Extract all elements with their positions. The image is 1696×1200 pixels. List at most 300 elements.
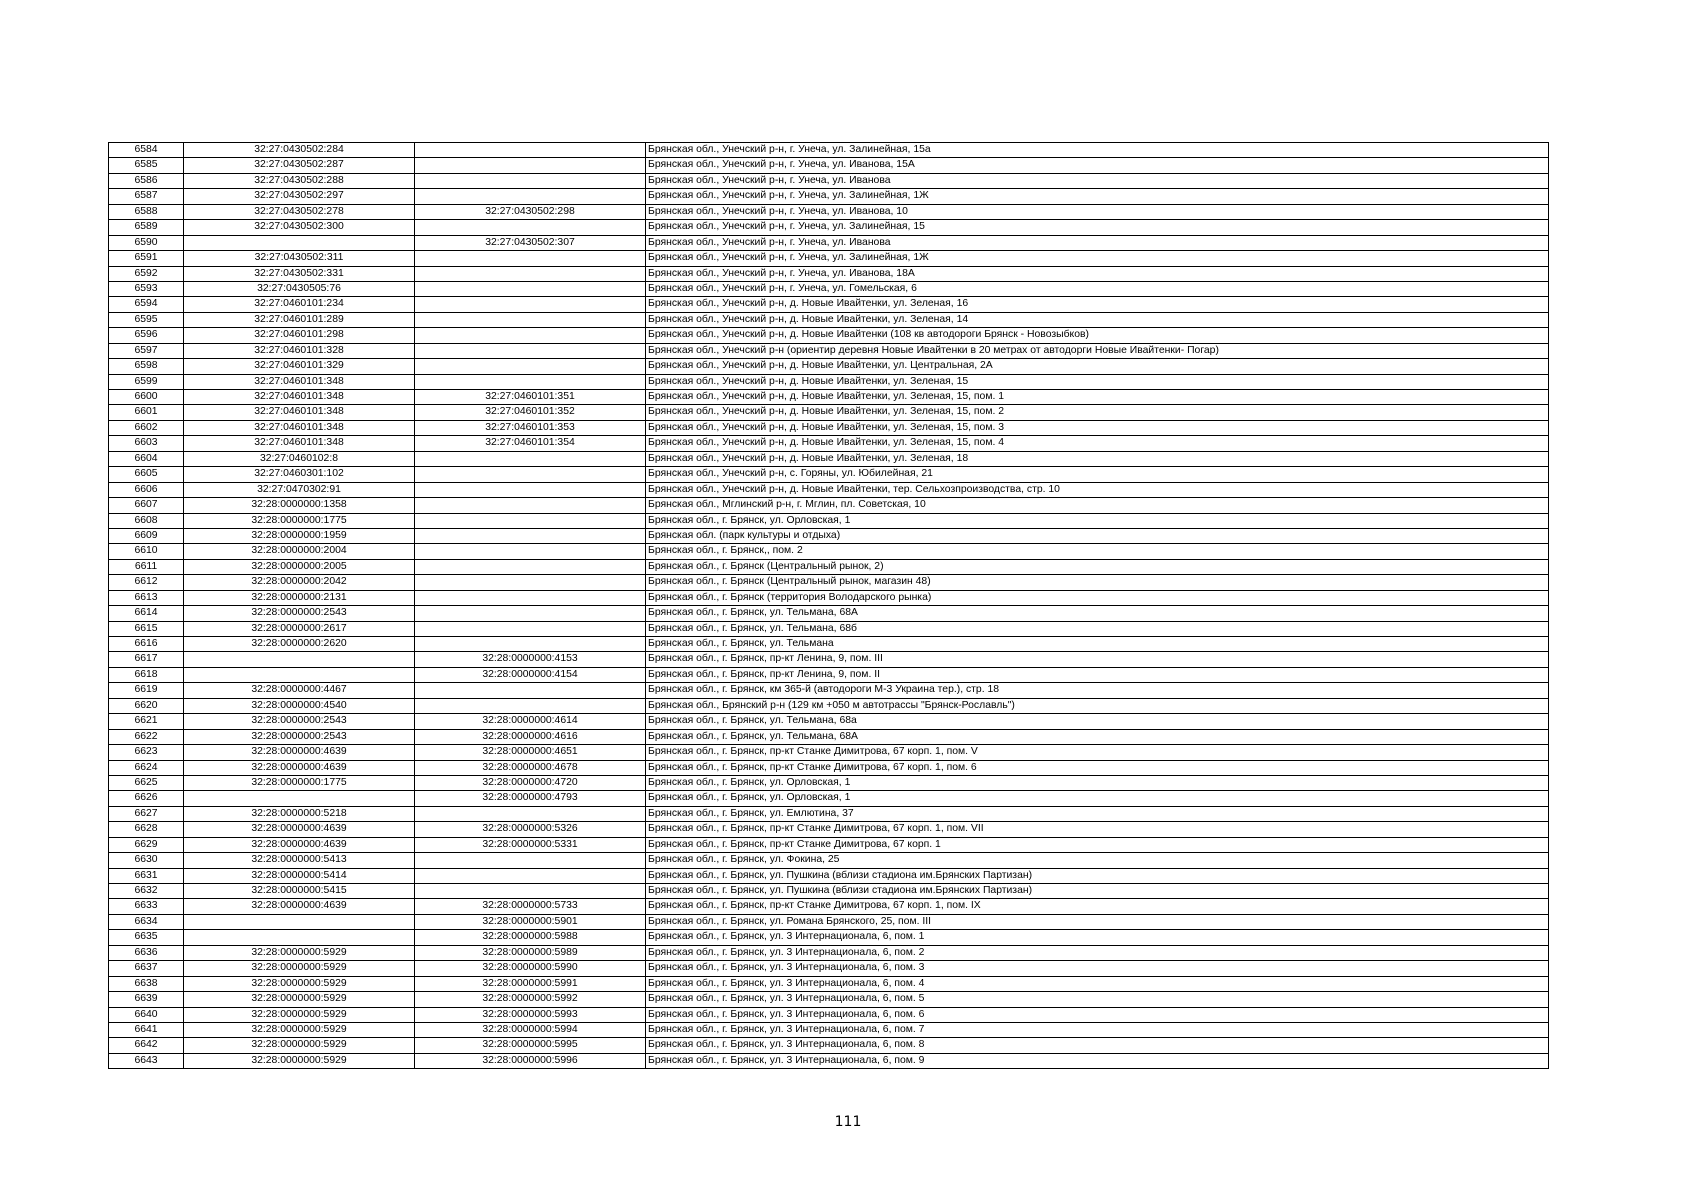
table-row xyxy=(109,513,1549,528)
cadastral-number-cell: 32:28:0000000:5929 xyxy=(184,961,415,976)
row-number-cell: 6610 xyxy=(109,544,184,559)
table-row xyxy=(109,961,1549,976)
cadastral-number-cell: 32:27:0460101:328 xyxy=(184,343,415,358)
linked-cadastral-number-cell xyxy=(415,374,646,389)
address-cell: Брянская обл., г. Брянск, ул. Тельмана, 68А xyxy=(646,606,1549,621)
linked-cadastral-number-cell xyxy=(415,590,646,605)
row-number-cell: 6635 xyxy=(109,930,184,945)
table-row xyxy=(109,235,1549,250)
linked-cadastral-number-cell xyxy=(415,498,646,513)
linked-cadastral-number-cell: 32:28:0000000:4614 xyxy=(415,714,646,729)
table-row xyxy=(109,189,1549,204)
address-cell: Брянская обл., Унечский р-н, д. Новые Ивайтенки, ул. Зеленая, 15, пом. 2 xyxy=(646,405,1549,420)
linked-cadastral-number-cell xyxy=(415,343,646,358)
table-row xyxy=(109,899,1549,914)
cadastral-number-cell: 32:27:0460101:298 xyxy=(184,328,415,343)
row-number-cell: 6623 xyxy=(109,745,184,760)
row-number-cell: 6629 xyxy=(109,837,184,852)
linked-cadastral-number-cell xyxy=(415,312,646,327)
table-row xyxy=(109,791,1549,806)
cadastral-number-cell: 32:28:0000000:2617 xyxy=(184,621,415,636)
row-number-cell: 6603 xyxy=(109,436,184,451)
cadastral-number-cell: 32:27:0430502:331 xyxy=(184,266,415,281)
linked-cadastral-number-cell xyxy=(415,251,646,266)
address-cell: Брянская обл., г. Брянск (Центральный рынок, магазин 48) xyxy=(646,575,1549,590)
address-cell: Брянская обл., г. Брянск, ул. 3 Интернационала, 6, пом. 6 xyxy=(646,1007,1549,1022)
row-number-cell: 6632 xyxy=(109,884,184,899)
row-number-cell: 6640 xyxy=(109,1007,184,1022)
row-number-cell: 6585 xyxy=(109,158,184,173)
table-row xyxy=(109,621,1549,636)
table-row xyxy=(109,158,1549,173)
linked-cadastral-number-cell xyxy=(415,189,646,204)
table-row xyxy=(109,853,1549,868)
cadastral-number-cell xyxy=(184,235,415,250)
address-cell: Брянская обл., Брянский р-н (129 км +050 м автотрассы "Брянск-Рославль") xyxy=(646,698,1549,713)
address-cell: Брянская обл., г. Брянск, ул. Пушкина (вблизи стадиона им.Брянских Партизан) xyxy=(646,868,1549,883)
row-number-cell: 6636 xyxy=(109,945,184,960)
linked-cadastral-number-cell xyxy=(415,621,646,636)
property-table-body xyxy=(109,143,1549,1069)
address-cell: Брянская обл., г. Брянск, ул. 3 Интернационала, 6, пом. 8 xyxy=(646,1038,1549,1053)
cadastral-number-cell xyxy=(184,914,415,929)
table-row xyxy=(109,729,1549,744)
cadastral-number-cell: 32:27:0460101:289 xyxy=(184,312,415,327)
table-row xyxy=(109,328,1549,343)
address-cell: Брянская обл., Унечский р-н, г. Унеча, ул. Гомельская, 6 xyxy=(646,281,1549,296)
row-number-cell: 6595 xyxy=(109,312,184,327)
table-row xyxy=(109,482,1549,497)
table-row xyxy=(109,451,1549,466)
address-cell: Брянская обл., Унечский р-н, д. Новые Ивайтенки, ул. Зеленая, 18 xyxy=(646,451,1549,466)
cadastral-number-cell: 32:28:0000000:2131 xyxy=(184,590,415,605)
linked-cadastral-number-cell: 32:28:0000000:5992 xyxy=(415,992,646,1007)
cadastral-number-cell: 32:28:0000000:4639 xyxy=(184,837,415,852)
table-row xyxy=(109,343,1549,358)
table-row xyxy=(109,1053,1549,1068)
cadastral-number-cell: 32:27:0460101:348 xyxy=(184,420,415,435)
address-cell: Брянская обл., Унечский р-н, д. Новые Ивайтенки, ул. Зеленая, 16 xyxy=(646,297,1549,312)
address-cell: Брянская обл., Унечский р-н, д. Новые Ивайтенки, ул. Зеленая, 15 xyxy=(646,374,1549,389)
row-number-cell: 6638 xyxy=(109,976,184,991)
row-number-cell: 6641 xyxy=(109,1022,184,1037)
row-number-cell: 6619 xyxy=(109,683,184,698)
address-cell: Брянская обл., г. Брянск, ул. 3 Интернационала, 6, пом. 1 xyxy=(646,930,1549,945)
cadastral-number-cell xyxy=(184,652,415,667)
row-number-cell: 6643 xyxy=(109,1053,184,1068)
cadastral-number-cell: 32:27:0460101:348 xyxy=(184,436,415,451)
cadastral-number-cell: 32:27:0460101:234 xyxy=(184,297,415,312)
cadastral-number-cell: 32:28:0000000:5929 xyxy=(184,1007,415,1022)
table-row xyxy=(109,775,1549,790)
address-cell: Брянская обл., г. Брянск, ул. Тельмана xyxy=(646,637,1549,652)
address-cell: Брянская обл., г. Брянск, пр-кт Ленина, 9, пом. II xyxy=(646,667,1549,682)
address-cell: Брянская обл., г. Брянск, ул. Тельмана, 68б xyxy=(646,621,1549,636)
row-number-cell: 6584 xyxy=(109,143,184,158)
cadastral-number-cell: 32:28:0000000:4639 xyxy=(184,760,415,775)
row-number-cell: 6593 xyxy=(109,281,184,296)
linked-cadastral-number-cell xyxy=(415,868,646,883)
linked-cadastral-number-cell xyxy=(415,806,646,821)
table-row xyxy=(109,266,1549,281)
linked-cadastral-number-cell xyxy=(415,173,646,188)
row-number-cell: 6589 xyxy=(109,220,184,235)
table-row xyxy=(109,930,1549,945)
cadastral-number-cell: 32:28:0000000:4540 xyxy=(184,698,415,713)
address-cell: Брянская обл., г. Брянск, ул. Орловская, 1 xyxy=(646,775,1549,790)
cadastral-number-cell: 32:27:0460102:8 xyxy=(184,451,415,466)
table-row xyxy=(109,884,1549,899)
cadastral-number-cell xyxy=(184,791,415,806)
page-number: 111 xyxy=(834,1114,862,1130)
table-row xyxy=(109,976,1549,991)
row-number-cell: 6628 xyxy=(109,822,184,837)
cadastral-number-cell: 32:28:0000000:1775 xyxy=(184,513,415,528)
address-cell: Брянская обл., г. Брянск, ул. 3 Интернационала, 6, пом. 7 xyxy=(646,1022,1549,1037)
address-cell: Брянская обл., г. Брянск, пр-кт Станке Димитрова, 67 корп. 1, пом. 6 xyxy=(646,760,1549,775)
table-row xyxy=(109,374,1549,389)
cadastral-number-cell xyxy=(184,667,415,682)
linked-cadastral-number-cell: 32:28:0000000:5995 xyxy=(415,1038,646,1053)
address-cell: Брянская обл., г. Брянск, ул. 3 Интернационала, 6, пом. 9 xyxy=(646,1053,1549,1068)
address-cell: Брянская обл., г. Брянск, ул. Пушкина (вблизи стадиона им.Брянских Партизан) xyxy=(646,884,1549,899)
table-row xyxy=(109,667,1549,682)
cadastral-number-cell: 32:27:0430502:278 xyxy=(184,204,415,219)
address-cell: Брянская обл., Унечский р-н, д. Новые Ивайтенки (108 кв автодороги Брянск - Новозыбков) xyxy=(646,328,1549,343)
row-number-cell: 6634 xyxy=(109,914,184,929)
cadastral-number-cell: 32:27:0430502:297 xyxy=(184,189,415,204)
table-row xyxy=(109,436,1549,451)
table-row xyxy=(109,1022,1549,1037)
table-row xyxy=(109,822,1549,837)
table-row xyxy=(109,312,1549,327)
address-cell: Брянская обл., г. Брянск, ул. Тельмана, 68а xyxy=(646,714,1549,729)
address-cell: Брянская обл., Унечский р-н, д. Новые Ивайтенки, ул. Зеленая, 14 xyxy=(646,312,1549,327)
linked-cadastral-number-cell: 32:28:0000000:5331 xyxy=(415,837,646,852)
linked-cadastral-number-cell: 32:28:0000000:4154 xyxy=(415,667,646,682)
cadastral-number-cell: 32:27:0470302:91 xyxy=(184,482,415,497)
address-cell: Брянская обл., г. Брянск, ул. 3 Интернационала, 6, пом. 3 xyxy=(646,961,1549,976)
cadastral-number-cell: 32:27:0430502:300 xyxy=(184,220,415,235)
table-row xyxy=(109,590,1549,605)
row-number-cell: 6630 xyxy=(109,853,184,868)
table-row xyxy=(109,390,1549,405)
row-number-cell: 6607 xyxy=(109,498,184,513)
row-number-cell: 6599 xyxy=(109,374,184,389)
row-number-cell: 6622 xyxy=(109,729,184,744)
linked-cadastral-number-cell xyxy=(415,451,646,466)
table-row xyxy=(109,173,1549,188)
table-row xyxy=(109,652,1549,667)
linked-cadastral-number-cell xyxy=(415,698,646,713)
linked-cadastral-number-cell xyxy=(415,544,646,559)
address-cell: Брянская обл., Унечский р-н, д. Новые Ивайтенки, ул. Зеленая, 15, пом. 3 xyxy=(646,420,1549,435)
address-cell: Брянская обл., Унечский р-н, г. Унеча, ул. Иванова, 10 xyxy=(646,204,1549,219)
cadastral-number-cell: 32:28:0000000:5414 xyxy=(184,868,415,883)
table-row xyxy=(109,420,1549,435)
cadastral-number-cell: 32:28:0000000:2543 xyxy=(184,606,415,621)
linked-cadastral-number-cell xyxy=(415,575,646,590)
linked-cadastral-number-cell: 32:28:0000000:5901 xyxy=(415,914,646,929)
row-number-cell: 6598 xyxy=(109,359,184,374)
row-number-cell: 6624 xyxy=(109,760,184,775)
linked-cadastral-number-cell: 32:28:0000000:4153 xyxy=(415,652,646,667)
table-row xyxy=(109,297,1549,312)
cadastral-number-cell: 32:28:0000000:1959 xyxy=(184,528,415,543)
address-cell: Брянская обл., Унечский р-н, г. Унеча, ул. Иванова xyxy=(646,173,1549,188)
table-row xyxy=(109,204,1549,219)
linked-cadastral-number-cell xyxy=(415,683,646,698)
address-cell: Брянская обл., г. Брянск, пр-кт Станке Димитрова, 67 корп. 1, пом. IX xyxy=(646,899,1549,914)
cadastral-number-cell: 32:28:0000000:2543 xyxy=(184,729,415,744)
table-row xyxy=(109,1007,1549,1022)
linked-cadastral-number-cell: 32:28:0000000:5994 xyxy=(415,1022,646,1037)
linked-cadastral-number-cell: 32:28:0000000:4651 xyxy=(415,745,646,760)
row-number-cell: 6592 xyxy=(109,266,184,281)
address-cell: Брянская обл., г. Брянск,, пом. 2 xyxy=(646,544,1549,559)
address-cell: Брянская обл., Унечский р-н, г. Унеча, ул. Залинейная, 1Ж xyxy=(646,189,1549,204)
table-row xyxy=(109,837,1549,852)
row-number-cell: 6600 xyxy=(109,390,184,405)
linked-cadastral-number-cell xyxy=(415,637,646,652)
table-row xyxy=(109,698,1549,713)
linked-cadastral-number-cell: 32:28:0000000:4793 xyxy=(415,791,646,806)
address-cell: Брянская обл., Унечский р-н, г. Унеча, ул. Залинейная, 15 xyxy=(646,220,1549,235)
linked-cadastral-number-cell xyxy=(415,884,646,899)
cadastral-number-cell: 32:28:0000000:2620 xyxy=(184,637,415,652)
address-cell: Брянская обл., г. Брянск, пр-кт Ленина, 9, пом. III xyxy=(646,652,1549,667)
linked-cadastral-number-cell xyxy=(415,158,646,173)
row-number-cell: 6594 xyxy=(109,297,184,312)
row-number-cell: 6602 xyxy=(109,420,184,435)
linked-cadastral-number-cell: 32:27:0460101:354 xyxy=(415,436,646,451)
cadastral-number-cell: 32:27:0460101:329 xyxy=(184,359,415,374)
linked-cadastral-number-cell: 32:28:0000000:5993 xyxy=(415,1007,646,1022)
linked-cadastral-number-cell: 32:28:0000000:5996 xyxy=(415,1053,646,1068)
linked-cadastral-number-cell: 32:28:0000000:5991 xyxy=(415,976,646,991)
cadastral-number-cell: 32:28:0000000:4467 xyxy=(184,683,415,698)
cadastral-number-cell: 32:27:0430502:284 xyxy=(184,143,415,158)
row-number-cell: 6639 xyxy=(109,992,184,1007)
table-row xyxy=(109,1038,1549,1053)
linked-cadastral-number-cell xyxy=(415,281,646,296)
cadastral-number-cell: 32:27:0460101:348 xyxy=(184,374,415,389)
row-number-cell: 6597 xyxy=(109,343,184,358)
table-row xyxy=(109,806,1549,821)
table-row xyxy=(109,405,1549,420)
row-number-cell: 6605 xyxy=(109,467,184,482)
cadastral-number-cell: 32:28:0000000:5929 xyxy=(184,976,415,991)
row-number-cell: 6590 xyxy=(109,235,184,250)
cadastral-number-cell: 32:28:0000000:5929 xyxy=(184,1053,415,1068)
table-row xyxy=(109,992,1549,1007)
table-row xyxy=(109,745,1549,760)
address-cell: Брянская обл., г. Брянск, ул. 3 Интернационала, 6, пом. 5 xyxy=(646,992,1549,1007)
cadastral-number-cell: 32:27:0430502:311 xyxy=(184,251,415,266)
cadastral-number-cell: 32:27:0430502:288 xyxy=(184,173,415,188)
table-row xyxy=(109,575,1549,590)
row-number-cell: 6620 xyxy=(109,698,184,713)
linked-cadastral-number-cell: 32:28:0000000:4678 xyxy=(415,760,646,775)
row-number-cell: 6627 xyxy=(109,806,184,821)
address-cell: Брянская обл., г. Брянск (Центральный рынок, 2) xyxy=(646,559,1549,574)
row-number-cell: 6614 xyxy=(109,606,184,621)
table-row xyxy=(109,914,1549,929)
linked-cadastral-number-cell xyxy=(415,513,646,528)
row-number-cell: 6626 xyxy=(109,791,184,806)
linked-cadastral-number-cell: 32:27:0430502:307 xyxy=(415,235,646,250)
row-number-cell: 6588 xyxy=(109,204,184,219)
table-row xyxy=(109,714,1549,729)
row-number-cell: 6612 xyxy=(109,575,184,590)
address-cell: Брянская обл., г. Брянск, ул. Романа Брянского, 25, пом. III xyxy=(646,914,1549,929)
table-row xyxy=(109,606,1549,621)
linked-cadastral-number-cell xyxy=(415,853,646,868)
table-row xyxy=(109,281,1549,296)
address-cell: Брянская обл., г. Брянск, пр-кт Станке Димитрова, 67 корп. 1, пом. V xyxy=(646,745,1549,760)
row-number-cell: 6617 xyxy=(109,652,184,667)
cadastral-number-cell: 32:28:0000000:5929 xyxy=(184,1022,415,1037)
cadastral-number-cell: 32:27:0430502:287 xyxy=(184,158,415,173)
row-number-cell: 6616 xyxy=(109,637,184,652)
address-cell: Брянская обл., г. Брянск (территория Володарского рынка) xyxy=(646,590,1549,605)
table-row xyxy=(109,683,1549,698)
row-number-cell: 6637 xyxy=(109,961,184,976)
address-cell: Брянская обл., Унечский р-н, д. Новые Ивайтенки, ул. Центральная, 2А xyxy=(646,359,1549,374)
linked-cadastral-number-cell xyxy=(415,297,646,312)
linked-cadastral-number-cell xyxy=(415,528,646,543)
linked-cadastral-number-cell xyxy=(415,143,646,158)
linked-cadastral-number-cell: 32:28:0000000:5988 xyxy=(415,930,646,945)
row-number-cell: 6631 xyxy=(109,868,184,883)
cadastral-number-cell: 32:28:0000000:5218 xyxy=(184,806,415,821)
linked-cadastral-number-cell: 32:28:0000000:5326 xyxy=(415,822,646,837)
row-number-cell: 6591 xyxy=(109,251,184,266)
linked-cadastral-number-cell xyxy=(415,359,646,374)
linked-cadastral-number-cell: 32:28:0000000:4720 xyxy=(415,775,646,790)
address-cell: Брянская обл., Унечский р-н, г. Унеча, ул. Иванова, 18А xyxy=(646,266,1549,281)
table-row xyxy=(109,143,1549,158)
table-row xyxy=(109,467,1549,482)
linked-cadastral-number-cell xyxy=(415,266,646,281)
cadastral-number-cell: 32:28:0000000:5929 xyxy=(184,1038,415,1053)
row-number-cell: 6613 xyxy=(109,590,184,605)
table-row xyxy=(109,528,1549,543)
cadastral-number-cell: 32:28:0000000:5415 xyxy=(184,884,415,899)
linked-cadastral-number-cell xyxy=(415,559,646,574)
linked-cadastral-number-cell: 32:28:0000000:5989 xyxy=(415,945,646,960)
cadastral-number-cell xyxy=(184,930,415,945)
linked-cadastral-number-cell xyxy=(415,606,646,621)
address-cell: Брянская обл., г. Брянск, ул. Орловская, 1 xyxy=(646,791,1549,806)
row-number-cell: 6608 xyxy=(109,513,184,528)
address-cell: Брянская обл., г. Брянск, пр-кт Станке Димитрова, 67 корп. 1, пом. VII xyxy=(646,822,1549,837)
address-cell: Брянская обл., Унечский р-н, с. Горяны, ул. Юбилейная, 21 xyxy=(646,467,1549,482)
row-number-cell: 6615 xyxy=(109,621,184,636)
cadastral-number-cell: 32:28:0000000:1358 xyxy=(184,498,415,513)
row-number-cell: 6601 xyxy=(109,405,184,420)
linked-cadastral-number-cell xyxy=(415,220,646,235)
address-cell: Брянская обл., г. Брянск, ул. Орловская, 1 xyxy=(646,513,1549,528)
linked-cadastral-number-cell: 32:28:0000000:5733 xyxy=(415,899,646,914)
address-cell: Брянская обл., г. Брянск, ул. Фокина, 25 xyxy=(646,853,1549,868)
address-cell: Брянская обл., г. Брянск, ул. Тельмана, 68А xyxy=(646,729,1549,744)
linked-cadastral-number-cell: 32:27:0460101:353 xyxy=(415,420,646,435)
linked-cadastral-number-cell: 32:28:0000000:5990 xyxy=(415,961,646,976)
cadastral-number-cell: 32:28:0000000:4639 xyxy=(184,745,415,760)
cadastral-number-cell: 32:27:0460101:348 xyxy=(184,390,415,405)
address-cell: Брянская обл., Унечский р-н, г. Унеча, ул. Иванова, 15А xyxy=(646,158,1549,173)
row-number-cell: 6586 xyxy=(109,173,184,188)
linked-cadastral-number-cell: 32:28:0000000:4616 xyxy=(415,729,646,744)
row-number-cell: 6587 xyxy=(109,189,184,204)
linked-cadastral-number-cell xyxy=(415,482,646,497)
address-cell: Брянская обл., Унечский р-н, д. Новые Ивайтенки, ул. Зеленая, 15, пом. 4 xyxy=(646,436,1549,451)
address-cell: Брянская обл., Унечский р-н, д. Новые Ивайтенки, ул. Зеленая, 15, пом. 1 xyxy=(646,390,1549,405)
row-number-cell: 6642 xyxy=(109,1038,184,1053)
address-cell: Брянская обл., Унечский р-н, д. Новые Ивайтенки, тер. Сельхозпроизводства, стр. 10 xyxy=(646,482,1549,497)
row-number-cell: 6606 xyxy=(109,482,184,497)
row-number-cell: 6609 xyxy=(109,528,184,543)
linked-cadastral-number-cell xyxy=(415,467,646,482)
linked-cadastral-number-cell: 32:27:0430502:298 xyxy=(415,204,646,219)
address-cell: Брянская обл., Мглинский р-н, г. Мглин, пл. Советская, 10 xyxy=(646,498,1549,513)
table-row xyxy=(109,498,1549,513)
address-cell: Брянская обл., г. Брянск, км 365-й (автодороги М-3 Украина тер.), стр. 18 xyxy=(646,683,1549,698)
table-row xyxy=(109,220,1549,235)
property-table xyxy=(108,142,1549,1069)
table-row xyxy=(109,251,1549,266)
cadastral-number-cell: 32:28:0000000:2005 xyxy=(184,559,415,574)
address-cell: Брянская обл., г. Брянск, ул. 3 Интернационала, 6, пом. 2 xyxy=(646,945,1549,960)
cadastral-number-cell: 32:28:0000000:2042 xyxy=(184,575,415,590)
address-cell: Брянская обл., Унечский р-н, г. Унеча, ул. Залинейная, 15а xyxy=(646,143,1549,158)
address-cell: Брянская обл. (парк культуры и отдыха) xyxy=(646,528,1549,543)
table-row xyxy=(109,359,1549,374)
cadastral-number-cell: 32:27:0430505:76 xyxy=(184,281,415,296)
table-row xyxy=(109,637,1549,652)
row-number-cell: 6611 xyxy=(109,559,184,574)
cadastral-number-cell: 32:28:0000000:1775 xyxy=(184,775,415,790)
table-row xyxy=(109,760,1549,775)
row-number-cell: 6604 xyxy=(109,451,184,466)
linked-cadastral-number-cell: 32:27:0460101:351 xyxy=(415,390,646,405)
row-number-cell: 6596 xyxy=(109,328,184,343)
address-cell: Брянская обл., Унечский р-н, г. Унеча, ул. Иванова xyxy=(646,235,1549,250)
cadastral-number-cell: 32:28:0000000:5413 xyxy=(184,853,415,868)
table-row xyxy=(109,559,1549,574)
address-cell: Брянская обл., Унечский р-н (ориентир деревня Новые Ивайтенки в 20 метрах от автодорги Новые Ивайтенки- Погар) xyxy=(646,343,1549,358)
cadastral-number-cell: 32:28:0000000:4639 xyxy=(184,899,415,914)
row-number-cell: 6618 xyxy=(109,667,184,682)
cadastral-number-cell: 32:27:0460301:102 xyxy=(184,467,415,482)
linked-cadastral-number-cell xyxy=(415,328,646,343)
cadastral-number-cell: 32:28:0000000:4639 xyxy=(184,822,415,837)
address-cell: Брянская обл., г. Брянск, пр-кт Станке Димитрова, 67 корп. 1 xyxy=(646,837,1549,852)
cadastral-number-cell: 32:28:0000000:5929 xyxy=(184,992,415,1007)
cadastral-number-cell: 32:28:0000000:5929 xyxy=(184,945,415,960)
cadastral-number-cell: 32:28:0000000:2543 xyxy=(184,714,415,729)
address-cell: Брянская обл., г. Брянск, ул. 3 Интернационала, 6, пом. 4 xyxy=(646,976,1549,991)
table-row xyxy=(109,868,1549,883)
linked-cadastral-number-cell: 32:27:0460101:352 xyxy=(415,405,646,420)
row-number-cell: 6633 xyxy=(109,899,184,914)
cadastral-number-cell: 32:28:0000000:2004 xyxy=(184,544,415,559)
cadastral-number-cell: 32:27:0460101:348 xyxy=(184,405,415,420)
address-cell: Брянская обл., Унечский р-н, г. Унеча, ул. Залинейная, 1Ж xyxy=(646,251,1549,266)
row-number-cell: 6621 xyxy=(109,714,184,729)
table-row xyxy=(109,945,1549,960)
